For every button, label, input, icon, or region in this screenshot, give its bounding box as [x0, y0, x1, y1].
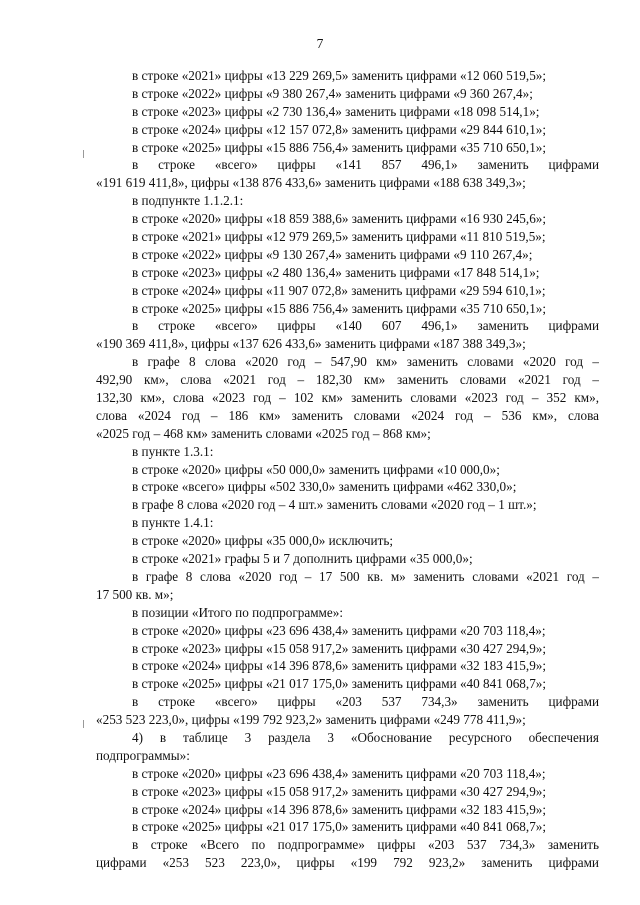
text-line: в строке «2021» цифры «13 229 269,5» заменить цифрами «12 060 519,5»;	[132, 68, 547, 83]
text-line: в строке «2020» цифры «50 000,0» заменить цифрами «10 000,0»;	[132, 461, 500, 477]
text-line: в строке «Всего по подпрограмме» цифры «203 537 734,3» заменить	[132, 837, 599, 853]
text-line: 132,30 км», слова «2023 год – 102 км» заменить словами «2023 год – 352 км»,	[96, 390, 599, 406]
text-line: слова «2024 год – 186 км» заменить словами «2024 год – 536 км», слова	[96, 407, 599, 423]
text-line: в строке «2025» цифры «21 017 175,0» заменить цифрами «40 841 068,7»;	[132, 819, 547, 835]
text-line: в строке «2020» цифры «18 859 388,6» заменить цифрами «16 930 245,6»;	[132, 211, 547, 227]
text-line: в строке «всего» цифры «502 330,0» заменить цифрами «462 330,0»;	[132, 479, 517, 495]
text-line: в строке «2024» цифры «14 396 878,6» заменить цифрами «32 183 415,9»;	[132, 801, 547, 817]
text-line: «253 523 223,0», цифры «199 792 923,2» заменить цифрами «249 778 411,9»;	[96, 712, 526, 728]
text-line: в строке «всего» цифры «141 857 496,1» заменить цифрами	[132, 157, 599, 173]
text-line: в строке «2021» графы 5 и 7 дополнить цифрами «35 000,0»;	[132, 551, 473, 567]
text-line: в строке «2024» цифры «11 907 072,8» заменить цифрами «29 594 610,1»;	[132, 282, 546, 298]
text-line: 4) в таблице 3 раздела 3 «Обоснование ресурсного обеспечения	[132, 729, 599, 745]
text-line: в строке «2025» цифры «15 886 756,4» заменить цифрами «35 710 650,1»;	[132, 300, 547, 316]
text-line: в строке «2024» цифры «12 157 072,8» заменить цифрами «29 844 610,1»;	[132, 121, 547, 137]
page-number: 7	[316, 36, 324, 51]
document-body	[96, 67, 599, 872]
text-line: в пункте 1.3.1:	[132, 443, 214, 459]
text-line: в строке «2020» цифры «23 696 438,4» заменить цифрами «20 703 118,4»;	[132, 765, 546, 781]
text-line: в графе 8 слова «2020 год – 547,90 км» заменить словами «2020 год –	[132, 354, 599, 370]
text-line: «191 619 411,8», цифры «138 876 433,6» заменить цифрами «188 638 349,3»;	[96, 175, 526, 191]
text-line: в строке «всего» цифры «203 537 734,3» заменить цифрами	[132, 694, 599, 710]
text-line: в строке «2022» цифры «9 130 267,4» заменить цифрами «9 110 267,4»;	[132, 246, 533, 262]
text-line: в графе 8 слова «2020 год – 17 500 кв. м» заменить словами «2021 год –	[132, 568, 599, 584]
text-line: «190 369 411,8», цифры «137 626 433,6» заменить цифрами «187 388 349,3»;	[96, 336, 526, 352]
text-line: подпрограммы»:	[96, 747, 190, 763]
text-line: 17 500 кв. м»;	[96, 586, 174, 602]
text-line: в строке «2025» цифры «21 017 175,0» заменить цифрами «40 841 068,7»;	[132, 676, 547, 692]
text-line: в графе 8 слова «2020 год – 4 шт.» заменить словами «2020 год – 1 шт.»;	[132, 497, 537, 513]
text-line: 492,90 км», слова «2021 год – 182,30 км» заменить словами «2021 год –	[96, 372, 599, 388]
text-line: в подпункте 1.1.2.1:	[132, 193, 244, 209]
text-line: цифрами «253 523 223,0», цифры «199 792 923,2» заменить цифрами	[96, 855, 599, 871]
text-line: в строке «2020» цифры «35 000,0» исключить;	[132, 533, 394, 549]
text-line: в строке «2023» цифры «15 058 917,2» заменить цифрами «30 427 294,9»;	[132, 640, 547, 656]
text-line: в строке «2022» цифры «9 380 267,4» заменить цифрами «9 360 267,4»;	[132, 85, 533, 101]
text-line: в строке «2023» цифры «2 730 136,4» заменить цифрами «18 098 514,1»;	[132, 103, 540, 119]
text-line: «2025 год – 468 км» заменить словами «2025 год – 868 км»;	[96, 425, 431, 441]
text-line: в строке «2025» цифры «15 886 756,4» заменить цифрами «35 710 650,1»;	[132, 139, 547, 155]
margin-mark	[83, 720, 84, 728]
text-line: в строке «всего» цифры «140 607 496,1» заменить цифрами	[132, 318, 599, 334]
text-line: в позиции «Итого по подпрограмме»:	[132, 604, 344, 620]
text-line: в строке «2020» цифры «23 696 438,4» заменить цифрами «20 703 118,4»;	[132, 622, 546, 638]
text-line: в строке «2024» цифры «14 396 878,6» заменить цифрами «32 183 415,9»;	[132, 658, 547, 674]
text-line: в строке «2023» цифры «15 058 917,2» заменить цифрами «30 427 294,9»;	[132, 783, 547, 799]
text-line: в пункте 1.4.1:	[132, 515, 214, 531]
margin-mark	[83, 150, 84, 158]
text-line: в строке «2021» цифры «12 979 269,5» заменить цифрами «11 810 519,5»;	[132, 229, 546, 245]
text-line: в строке «2023» цифры «2 480 136,4» заменить цифрами «17 848 514,1»;	[132, 264, 540, 280]
